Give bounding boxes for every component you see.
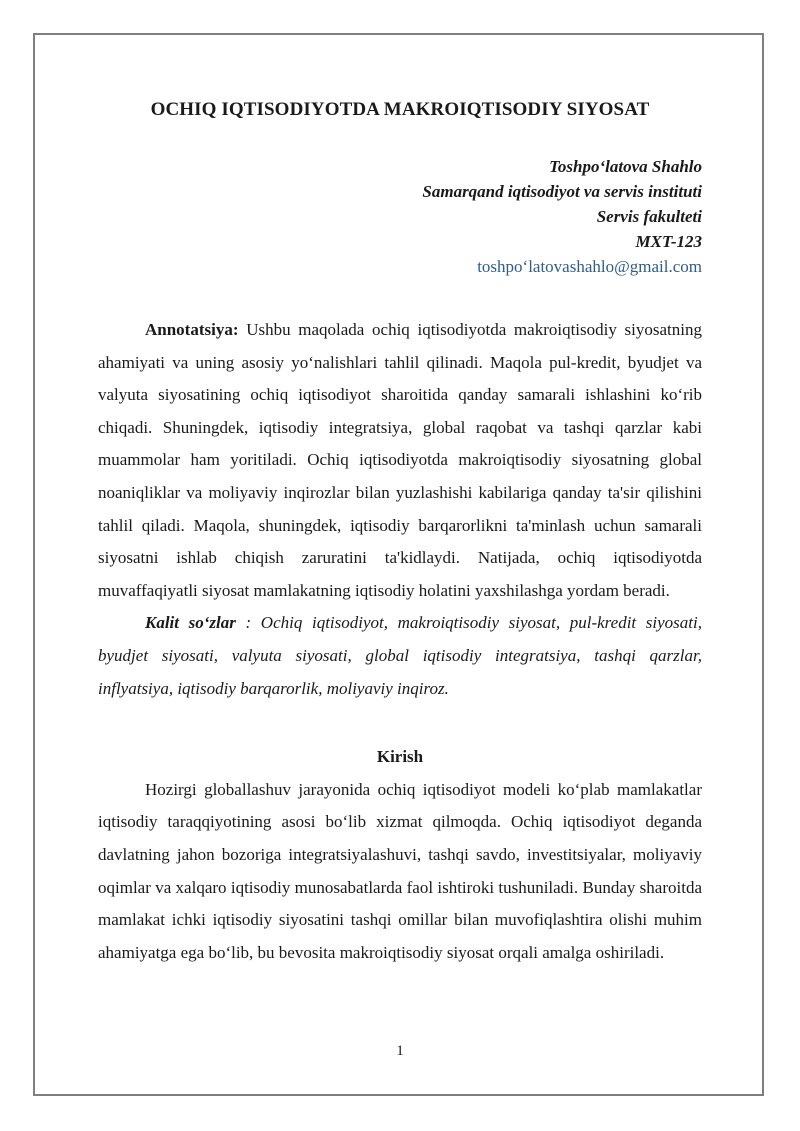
annotation-label: Annotatsiya: <box>145 320 239 339</box>
author-group: MXT-123 <box>635 232 702 251</box>
keywords-label: Kalit so‘zlar <box>145 613 236 633</box>
annotation-text: Ushbu maqolada ochiq iqtisodiyotda makroiqtisodiy siyosatning ahamiyati va uning asosiy yo‘nalishlari tahlil qilinadi. Maqola pul-kredit, byudjet va valyuta siyosatining ochiq iqtisodiyot sharoitida qanday samarali ishlashini ko‘rib chiqadi. Shuningdek, iqtisodiy integratsiya, global raqobat va tashqi qarzlar kabi muammolar ham yoritiladi. Ochiq iqtisodiyotda makroiqtisodiy siyosatning global noaniqliklar va moliyaviy inqirozlar bilan yuzlashishi kabilariga qanday ta'sir qilishini tahlil qiladi. Maqola, shuningdek, iqtisodiy barqarorlikni ta'minlash uchun samarali siyosatni ishlab chiqish zaruratini ta'kidlaydi. Natijada, ochiq iqtisodiyotda muvaffaqiyatli siyosat mamlakatning iqtisodiy holatini yaxshilashga yordam beradi. <box>98 320 702 600</box>
author-faculty: Servis fakulteti <box>596 207 702 226</box>
keywords-paragraph <box>98 607 702 705</box>
author-block <box>98 154 702 279</box>
annotation-paragraph <box>98 314 702 607</box>
page-number: 1 <box>396 1043 404 1059</box>
intro-paragraph: Hozirgi globallashuv jarayonida ochiq iqtisodiyot modeli ko‘plab mamlakatlar iqtisodiy taraqqiyotining asosi bo‘lib xizmat qilmoqda. Ochiq iqtisodiyot deganda davlatning jahon bozoriga integratsiyalashuvi, tashqi savdo, investitsiyalar, moliyaviy oqimlar va xalqaro iqtisodiy munosabatlarda faol ishtiroki tushuniladi. Bunday sharoitda mamlakat ichki iqtisodiy siyosatini tashqi omillar bilan muvofiqlashtira olishi muhim ahamiyatga ega bo‘lib, bu bevosita makroiqtisodiy siyosat orqali amalga oshiriladi. <box>98 779 702 962</box>
page-content <box>98 92 702 969</box>
author-name: Toshpo‘latova Shahlo <box>549 157 702 176</box>
author-institution: Samarqand iqtisodiyot va servis instituti <box>422 182 702 201</box>
author-email-link[interactable]: toshpo‘latovashahlo@gmail.com <box>477 257 702 276</box>
keywords-text: : Ochiq iqtisodiyot, makroiqtisodiy siyosat, pul-kredit siyosati, byudjet siyosati, valyuta siyosati, global iqtisodiy integratsiya, tashqi qarzlar, inflyatsiya, iqtisodiy barqarorlik, moliyaviy inqiroz. <box>98 613 702 698</box>
paper-title: OCHIQ IQTISODIYOTDA MAKROIQTISODIY SIYOSAT <box>150 99 650 120</box>
section-heading-intro: Kirish <box>376 747 424 767</box>
